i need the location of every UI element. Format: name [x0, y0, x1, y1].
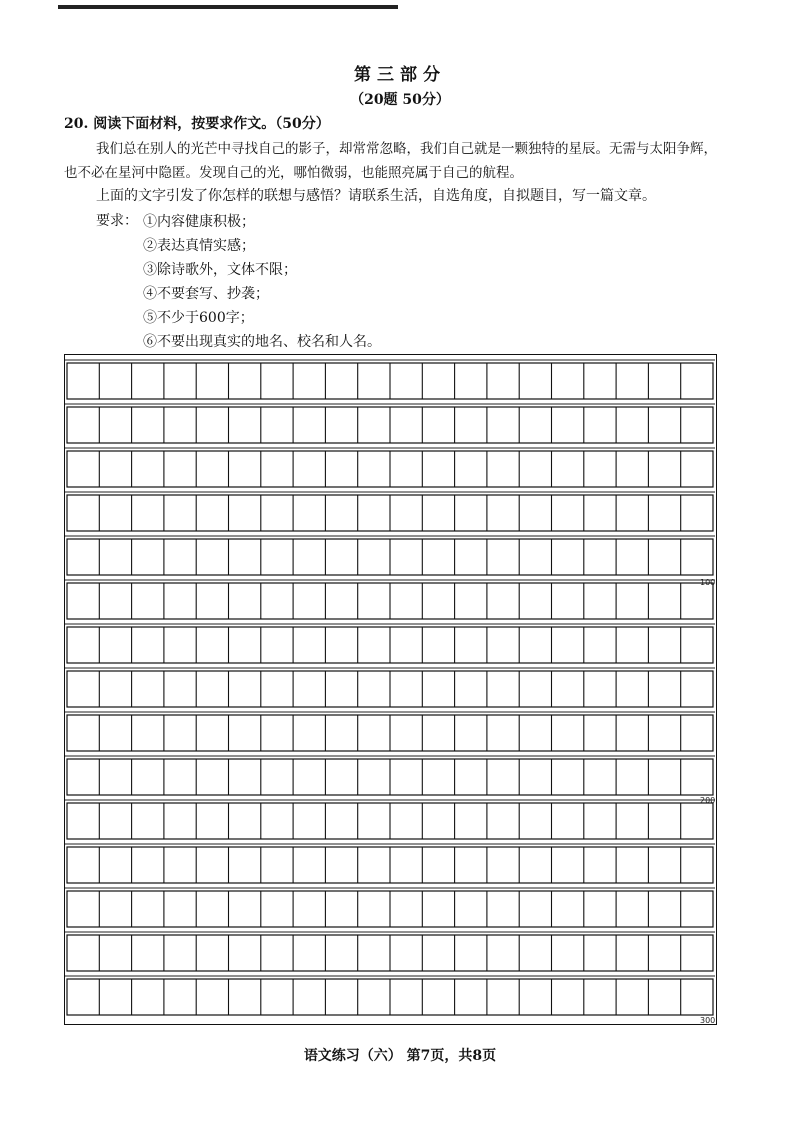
answer-grid-lines — [65, 355, 715, 1023]
count-marker-100: 100 — [700, 578, 716, 587]
page-footer: 语文练习（六） 第7页，共8页 — [303, 1048, 497, 1064]
requirement-item: ⑥不要出现真实的地名、校名和人名。 — [143, 334, 381, 350]
requirement-item: ⑤不少于600字； — [143, 310, 254, 326]
count-marker-200: 200 — [700, 796, 716, 805]
section-subtitle: （20题 50分） — [350, 92, 450, 108]
material-text: 我们总在别人的光芒中寻找自己的影子，却常常忽略，我们自己就是一颗独特的星辰。无需与太阳争辉，也不必在星河中隐匿。发现自己的光，哪怕微弱，也能照亮属于自己的航程。 — [64, 141, 717, 181]
requirement-item: ②表达真情实感； — [143, 238, 255, 254]
count-marker-300: 300 — [700, 1016, 716, 1025]
top-rule — [58, 5, 398, 9]
requirement-item: ③除诗歌外，文体不限； — [143, 262, 297, 278]
requirements-label: 要求： — [96, 213, 138, 229]
requirements-list — [143, 210, 381, 354]
section-title: 第三部分 — [354, 65, 446, 85]
writing-prompt: 上面的文字引发了你怎样的联想与感悟？请联系生活，自选角度，自拟题目，写一篇文章。 — [96, 188, 656, 204]
question-heading: 20. 阅读下面材料，按要求作文。（50分） — [64, 116, 330, 132]
requirement-item: ④不要套写、抄袭； — [143, 286, 269, 302]
requirement-item: ①内容健康积极； — [143, 214, 255, 230]
answer-grid[interactable] — [64, 354, 717, 1025]
